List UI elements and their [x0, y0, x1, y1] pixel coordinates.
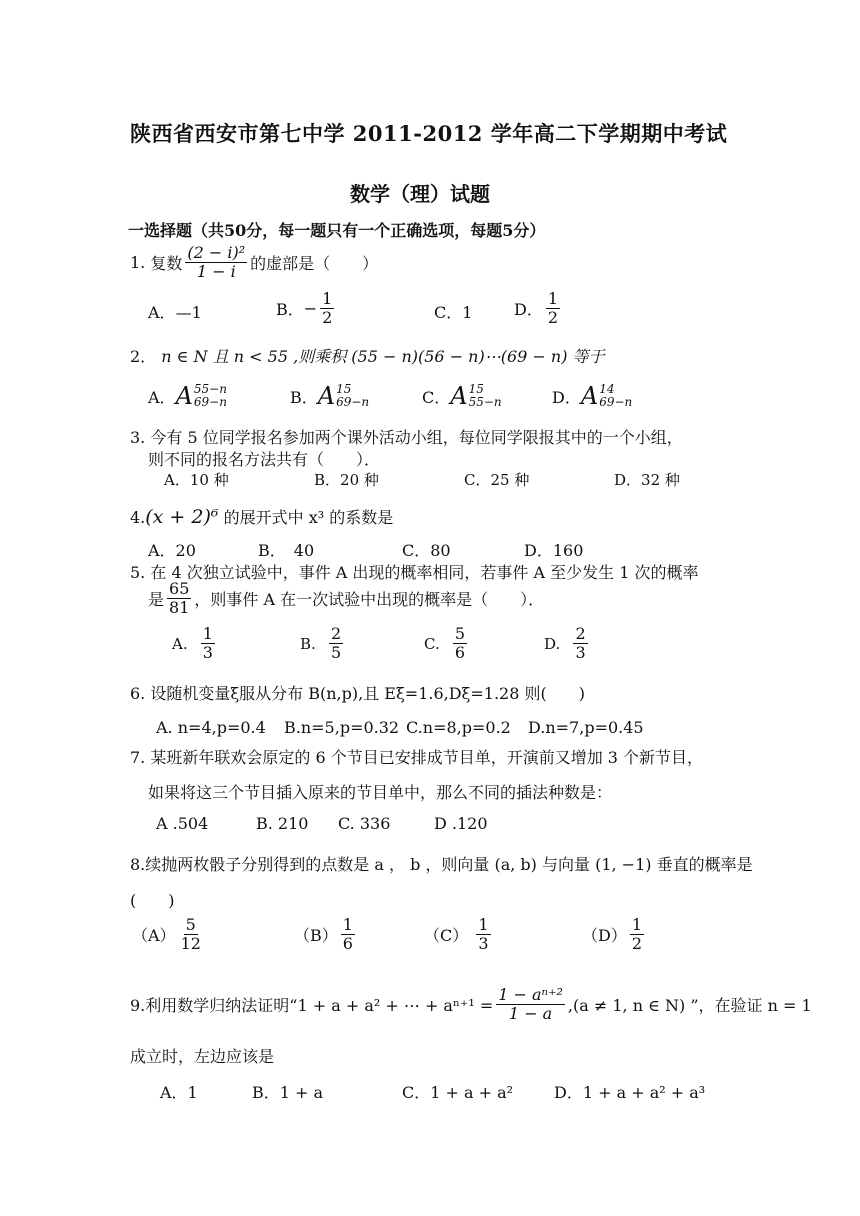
- section-heading: 一选择题（共50分，每一题只有一个正确选项，每题5分）: [128, 221, 546, 240]
- q5-b-fraction: [329, 625, 343, 663]
- q8-b-num: 1: [342, 915, 353, 934]
- q8-a-label: （A）: [132, 926, 176, 946]
- q7-line-1: 7. 某班新年联欢会原定的 6 个节目已安排成节目单，开演前又增加 3 个新节目，: [130, 748, 704, 767]
- q1-option-b: [276, 290, 337, 328]
- q2-c-label: C．: [422, 387, 451, 407]
- q2-option-d: [552, 382, 632, 410]
- q5-c-fraction: [453, 625, 467, 663]
- q8-b-label: （B）: [294, 926, 338, 946]
- q3-option-c: C．25 种: [464, 471, 530, 489]
- q8-line-2: ( ): [130, 891, 175, 910]
- q9-fraction: [496, 986, 565, 1024]
- q8-option-a: [132, 916, 206, 954]
- q5-line-1: 5. 在 4 次独立试验中，事件 A 出现的概率相同，若事件 A 至少发生 1 次的概率: [130, 563, 699, 582]
- q5-c-den: 6: [454, 643, 466, 663]
- q5-b-label: B.: [300, 634, 316, 653]
- q1-option-a: [148, 300, 202, 323]
- q1-frac-num: (2 − i)²: [187, 243, 246, 262]
- q8-d-num: 1: [631, 915, 643, 934]
- q4-option-c: C．80: [402, 541, 451, 560]
- q5-fraction: [167, 580, 191, 618]
- q5-d-fraction: [573, 625, 587, 663]
- q8-a-num: 5: [185, 915, 196, 934]
- q4-option-d: D．160: [524, 541, 584, 560]
- q8-b-den: 6: [342, 934, 353, 954]
- q2-a-sub: 69−n: [193, 395, 227, 409]
- q2-c-sup: 15: [468, 381, 484, 396]
- q9-frac-den: 1 − a: [508, 1004, 553, 1024]
- exam-title: 陕西省西安市第七中学 2011-2012 学年高二下学期期中考试: [130, 121, 728, 146]
- q4-expression: (x + 2)⁶: [145, 506, 219, 528]
- q5-d-num: 2: [575, 624, 586, 643]
- q9-option-c: C．1 + a + a²: [402, 1083, 514, 1102]
- q2-stem: n ∈ N 且 n < 55 ,则乘积 (55 − n)(56 − n)⋯(69 − n) 等于: [161, 347, 605, 366]
- q1-d-den: 2: [547, 308, 559, 328]
- q6-option-b: B.n=5,p=0.32: [284, 718, 400, 737]
- q5-a-label: A.: [172, 634, 188, 653]
- q5-b-den: 5: [330, 643, 342, 663]
- q1-fraction: [185, 244, 247, 282]
- q1-pre: 复数: [150, 254, 183, 274]
- q8-c-num: 1: [478, 915, 489, 934]
- q1-post: 的虚部是（ ）: [250, 254, 379, 274]
- q1-d-fraction: [546, 290, 560, 328]
- q1-b-num: 1: [322, 289, 333, 308]
- q9-pre: 9.利用数学归纳法证明“1 + a + a² + ⋯ + aⁿ⁺¹ =: [130, 996, 494, 1016]
- q1-b-label: B．: [276, 300, 304, 320]
- q5-line-2: [148, 580, 544, 618]
- q2-b-sup: 15: [336, 381, 352, 396]
- question-2: [130, 344, 605, 367]
- q5-option-d: [544, 625, 591, 663]
- q9-line-2: 成立时，左边应该是: [130, 1047, 275, 1066]
- q2-d-sub: 69−n: [599, 395, 633, 409]
- q2-a-sup: 55−n: [193, 381, 227, 396]
- q2-d-perm: A 14 69−n: [580, 381, 633, 410]
- q5-option-b: [300, 625, 346, 663]
- q9-option-d: D．1 + a + a² + a³: [554, 1083, 706, 1102]
- q1-b-den: 2: [322, 308, 333, 328]
- q2-a-perm: A 55−n 69−n: [175, 381, 227, 410]
- q8-a-den: 12: [180, 934, 201, 954]
- q5-option-c: [424, 625, 470, 663]
- q5-a-fraction: [201, 625, 215, 663]
- q4-stem: 的展开式中 x³ 的系数是: [223, 508, 394, 527]
- q5-d-den: 3: [575, 643, 586, 663]
- question-6: 6. 设随机变量ξ服从分布 B(n,p),且 Eξ=1.6,Dξ=1.28 则( ): [130, 684, 585, 703]
- q7-line-2: 如果将这三个节目插入原来的节目单中，那么不同的插法种数是：: [148, 783, 613, 802]
- q1-a-label: A．: [148, 303, 176, 322]
- q9-line-1: [130, 986, 812, 1024]
- q8-d-den: 2: [631, 934, 643, 954]
- exam-subtitle: 数学（理）试题: [350, 182, 490, 206]
- q2-c-sub: 55−n: [468, 395, 502, 409]
- q4-option-a: A．20: [148, 541, 196, 560]
- q5-a-den: 3: [202, 643, 213, 663]
- q2-a-label: A．: [148, 387, 176, 407]
- q5-pre: 是: [148, 590, 165, 610]
- q3-line-1: 3. 今有 5 位同学报名参加两个课外活动小组，每位同学限报其中的一个小组，: [130, 428, 683, 447]
- q1-option-c: [434, 300, 472, 323]
- q8-d-fraction: [630, 916, 644, 954]
- q7-option-b: B. 210: [256, 814, 309, 833]
- q1-d-label: D．: [514, 300, 543, 320]
- q8-c-label: （C）: [424, 926, 469, 946]
- q5-c-num: 5: [454, 624, 466, 643]
- q3-option-a: A．10 种: [164, 471, 229, 489]
- q4-option-b: B． 40: [258, 541, 315, 560]
- q7-option-d: D .120: [434, 814, 488, 833]
- q8-c-den: 3: [478, 934, 489, 954]
- q8-option-d: [582, 916, 647, 954]
- q1-d-num: 1: [547, 289, 559, 308]
- q1-c-text: 1: [462, 303, 473, 322]
- q1-b-sign: −: [303, 299, 318, 319]
- q1-b-fraction: [320, 290, 334, 328]
- q7-option-c: C. 336: [338, 814, 391, 833]
- q3-line-2: 则不同的报名方法共有（ ）．: [148, 450, 381, 469]
- q2-b-sub: 69−n: [336, 395, 370, 409]
- q1-number: 1.: [130, 253, 146, 273]
- q5-a-num: 1: [202, 624, 213, 643]
- q9-frac-num: 1 − aⁿ⁺²: [498, 985, 563, 1004]
- q2-option-b: [290, 382, 369, 410]
- q1-option-d: [514, 290, 563, 328]
- q8-option-b: [294, 916, 358, 954]
- q6-option-d: D.n=7,p=0.45: [528, 718, 644, 737]
- q2-d-sup: 14: [599, 381, 615, 396]
- q2-d-label: D．: [552, 387, 581, 407]
- q6-option-a: A. n=4,p=0.4: [156, 718, 266, 737]
- q2-c-perm: A 15 55−n: [450, 381, 502, 410]
- q9-option-a: A．1: [160, 1083, 198, 1102]
- q3-option-b: B．20 种: [314, 471, 379, 489]
- q3-option-d: D．32 种: [614, 471, 680, 489]
- q1-c-label: C．: [434, 303, 463, 322]
- q4-number: 4.: [130, 508, 146, 527]
- q5-option-a: [172, 625, 218, 663]
- q2-option-c: [422, 382, 502, 410]
- q5-c-label: C.: [424, 634, 440, 653]
- q5-frac-num: 65: [169, 579, 190, 598]
- q5-d-label: D.: [544, 634, 561, 653]
- q2-option-a: [148, 382, 227, 410]
- q1-a-text: —1: [175, 303, 202, 322]
- q2-number: 2．: [130, 347, 157, 366]
- q9-post: ,(a ≠ 1, n ∈ N) ”，在验证 n = 1: [567, 996, 812, 1016]
- q5-frac-den: 81: [169, 598, 190, 618]
- q7-option-a: A .504: [156, 814, 209, 833]
- q5-b-num: 2: [330, 624, 342, 643]
- question-4: [130, 505, 393, 528]
- q8-line-1: 8.续抛两枚骰子分别得到的点数是 a ， b ，则向量 (a, b) 与向量 (1, −1) 垂直的概率是: [130, 855, 753, 874]
- q8-c-fraction: [476, 916, 490, 954]
- q6-option-c: C.n=8,p=0.2: [406, 718, 511, 737]
- q5-post: ，则事件 A 在一次试验中出现的概率是（ ）．: [194, 590, 545, 610]
- q2-b-label: B．: [290, 387, 318, 407]
- q9-option-b: B．1 + a: [252, 1083, 324, 1102]
- q8-b-fraction: [341, 916, 355, 954]
- question-1: [130, 244, 378, 282]
- q2-b-perm: A 15 69−n: [317, 381, 370, 410]
- q1-frac-den: 1 − i: [196, 262, 236, 282]
- q8-a-fraction: [179, 916, 203, 954]
- q8-d-label: （D）: [582, 926, 627, 946]
- q8-option-c: [424, 916, 494, 954]
